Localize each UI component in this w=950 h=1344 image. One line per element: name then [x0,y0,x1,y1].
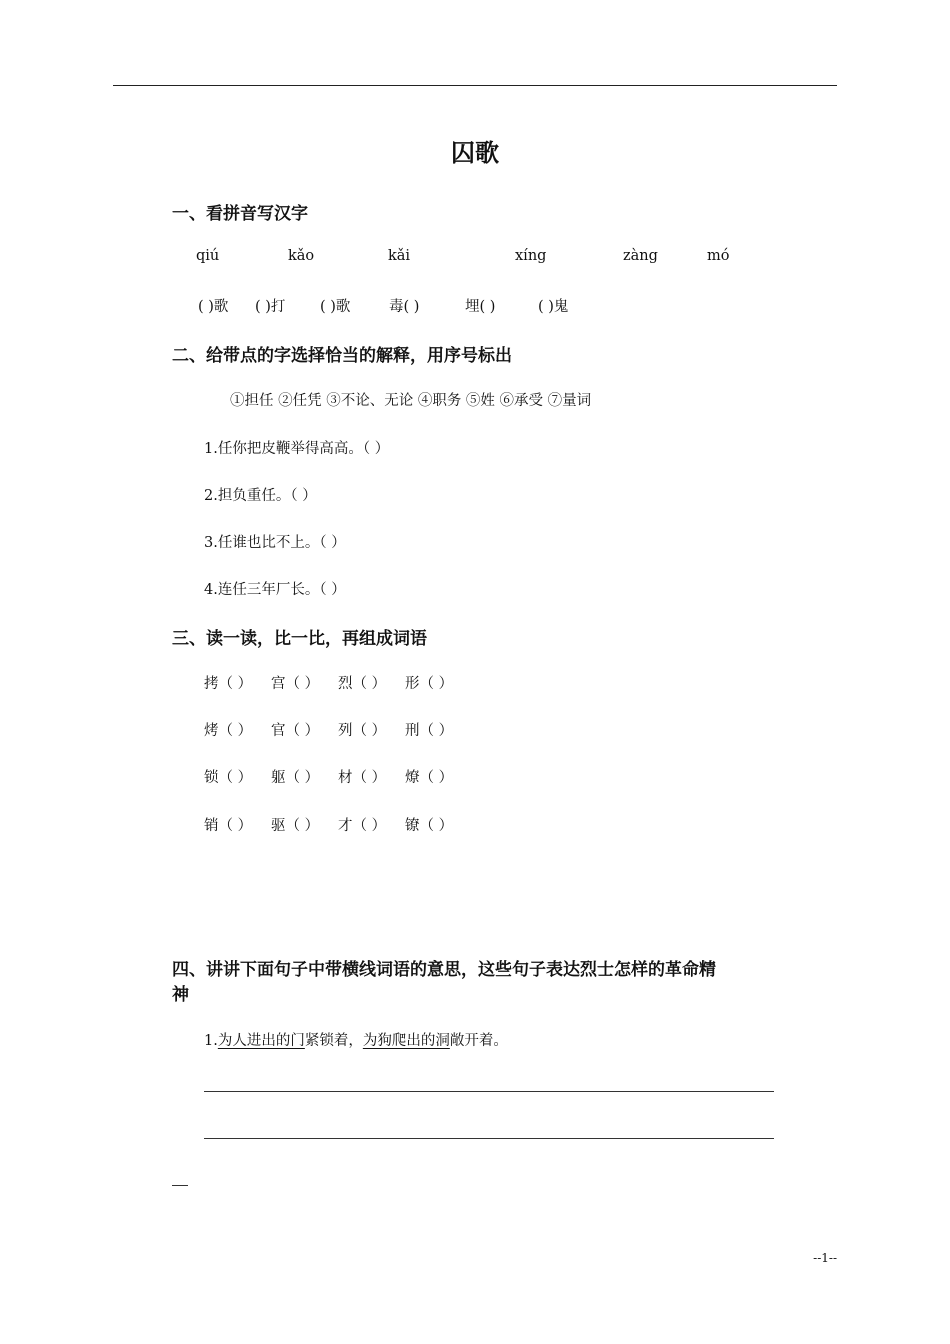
section-4-heading-line2: 神 [172,985,189,1005]
header-rule [113,85,837,86]
char-blank-item: 埋( ) [465,299,496,315]
compare-item: 锁（ ） [204,770,253,786]
char-blank-item: ( )打 [255,299,286,315]
question-2: 2.担负重任。（ ） [204,488,317,504]
short-dash [172,1185,188,1186]
underlined-phrase: 为人进出的门 [217,1033,305,1049]
compare-item: 躯（ ） [271,770,320,786]
char-blank-item: ( )歌 [198,299,229,315]
page-title: 囚歌 [451,138,499,167]
compare-item: 镣（ ） [405,818,454,834]
compare-item: 烤（ ） [204,723,253,739]
compare-item: 刑（ ） [405,723,454,739]
compare-item: 官（ ） [271,723,320,739]
question-3: 3.任谁也比不上。（ ） [204,535,346,551]
sentence-question-1 [204,1029,508,1050]
compare-item: 列（ ） [338,723,387,739]
char-blank-item: ( )歌 [320,299,351,315]
compare-item: 燎（ ） [405,770,454,786]
pinyin-item: kǎi [388,248,411,264]
underlined-phrase: 为狗爬出的洞 [362,1033,450,1049]
compare-item: 形（ ） [405,676,454,692]
sentence-text: 紧锁着， [304,1033,363,1049]
options-list: ①担任 ②任凭 ③不论、无论 ④职务 ⑤姓 ⑥承受 ⑦量词 [230,393,592,409]
section-4-heading-line1: 四、讲讲下面句子中带横线词语的意思，这些句子表达烈士怎样的革命精 [172,960,716,980]
compare-item: 烈（ ） [338,676,387,692]
compare-item: 宫（ ） [271,676,320,692]
pinyin-item: qiú [196,248,220,264]
question-1: 1.任你把皮鞭举得高高。（ ） [204,441,390,457]
section-1-heading: 一、看拼音写汉字 [172,204,308,224]
pinyin-item: kǎo [288,248,315,264]
pinyin-item: mó [707,248,730,264]
page-number: --1-- [813,1251,837,1265]
compare-item: 销（ ） [204,818,253,834]
compare-item: 拷（ ） [204,676,253,692]
pinyin-item: xíng [515,248,547,264]
compare-item: 材（ ） [338,770,387,786]
question-number: 1. [204,1033,218,1049]
section-2-heading: 二、给带点的字选择恰当的解释，用序号标出 [172,346,512,366]
answer-line[interactable] [204,1138,774,1139]
section-3-heading: 三、读一读，比一比，再组成词语 [172,629,427,649]
compare-item: 驱（ ） [271,818,320,834]
answer-line[interactable] [204,1091,774,1092]
pinyin-item: zàng [623,248,658,264]
sentence-text: 敞开着。 [449,1033,508,1049]
char-blank-item: ( )鬼 [538,299,569,315]
question-4: 4.连任三年厂长。（ ） [204,582,346,598]
char-blank-item: 毒( ) [389,299,420,315]
compare-item: 才（ ） [338,818,387,834]
